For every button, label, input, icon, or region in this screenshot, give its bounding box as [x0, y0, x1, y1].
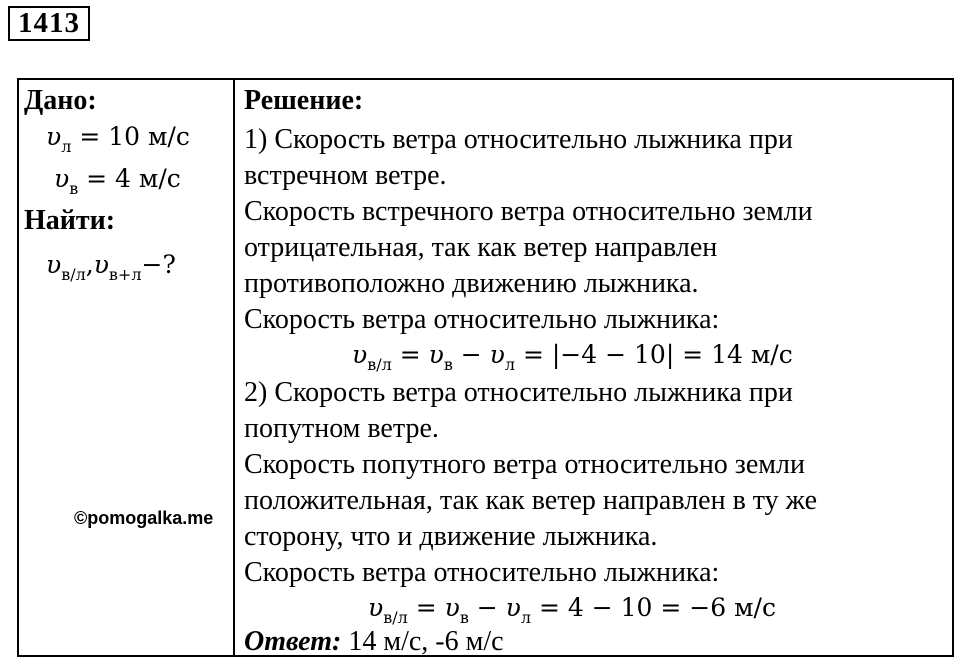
solution-line: противоположно движению лыжника. [244, 268, 699, 299]
solution-line: отрицательная, так как ветер направлен [244, 232, 718, 263]
solution-line: 1) Скорость ветра относительно лыжника при [244, 124, 793, 155]
watermark: ©pomogalka.me [74, 508, 214, 528]
solution-line: сторону, что и движение лыжника. [244, 521, 658, 552]
given-heading: Дано: [24, 85, 97, 116]
formula-tailwind: $\upsilon_{в/л} = \upsilon_в - \upsilon_л = 4 - 10 = -6$ м/с [368, 593, 776, 627]
problem-number: 1413 [8, 6, 90, 41]
solution-line: Скорость ветра относительно лыжника: [244, 557, 720, 588]
solution-line: положительная, так как ветер направлен в ту же [244, 485, 818, 516]
column-divider [233, 78, 235, 657]
find-expression: $\upsilon_{в/л},\upsilon_{в+л}-$? [46, 250, 176, 284]
given-skier-speed: $\upsilon_л = 10$ м/с [46, 122, 190, 156]
solution-line: Скорость ветра относительно лыжника: [244, 304, 720, 335]
answer-value: 14 м/с, -6 м/с [341, 626, 504, 657]
solution-line: попутном ветре. [244, 413, 439, 444]
solution-line: встречном ветре. [244, 160, 447, 191]
given-wind-speed: $\upsilon_в = 4$ м/с [54, 164, 181, 198]
solution-line: Скорость встречного ветра относительно земли [244, 196, 813, 227]
answer [244, 625, 504, 659]
solution-heading: Решение: [244, 85, 364, 116]
solution-line: 2) Скорость ветра относительно лыжника при [244, 377, 793, 408]
solution-line: Скорость попутного ветра относительно земли [244, 449, 805, 480]
formula-headwind: $\upsilon_{в/л} = \upsilon_в - \upsilon_л = |-4 - 10| = 14$ м/с [352, 340, 793, 374]
find-heading: Найти: [24, 205, 116, 236]
answer-label: Ответ: [244, 626, 342, 657]
